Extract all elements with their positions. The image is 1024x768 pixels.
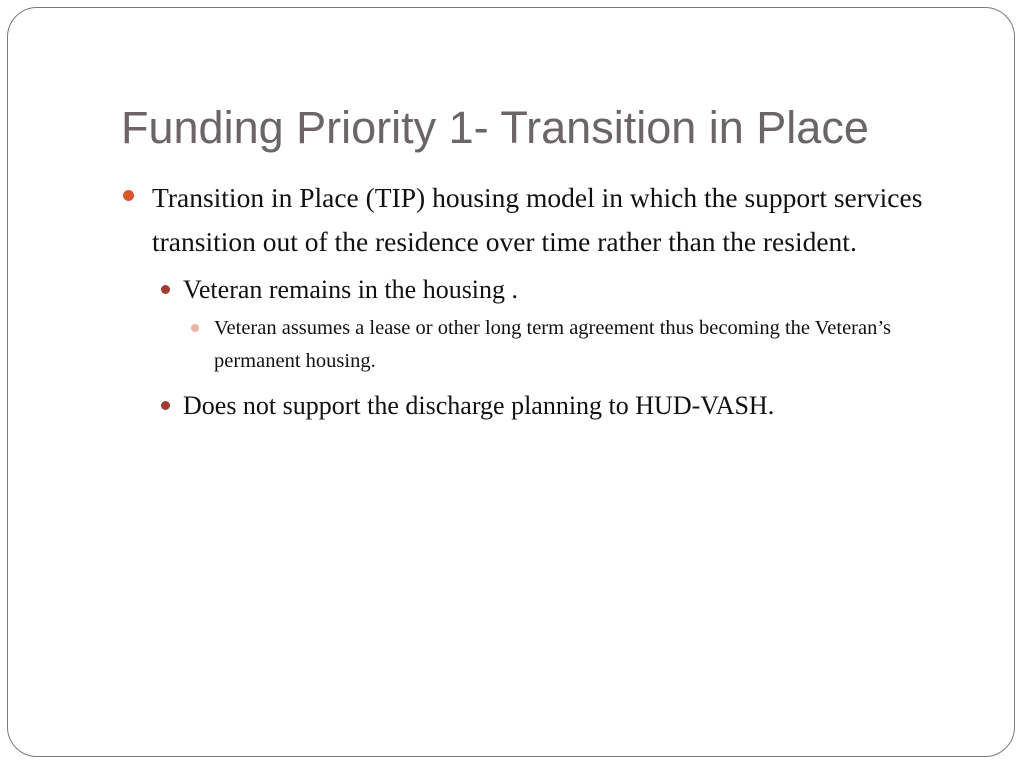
bullet-dot-icon: [123, 190, 134, 201]
bullet-dot-icon: [161, 285, 170, 294]
bullet-level2: [152, 270, 983, 310]
slide-title: Funding Priority 1- Transition in Place: [121, 102, 869, 153]
slide-body: [121, 176, 981, 426]
bullet-dot-icon: [161, 401, 170, 410]
bullet-text: Veteran remains in the housing .: [183, 275, 519, 304]
bullet-text: Transition in Place (TIP) housing model in which the support services transition out of the residence over time rather than the resident.: [152, 182, 923, 257]
bullet-dot-icon: [191, 324, 199, 332]
bullet-text: Does not support the discharge planning to HUD-VASH.: [183, 391, 775, 420]
bullet-text: Veteran assumes a lease or other long term agreement thus becoming the Veteran’s permanent housing.: [214, 317, 892, 372]
bullet-level1: [121, 176, 982, 264]
bullet-level3: [183, 312, 974, 378]
slide-frame: [7, 7, 1015, 757]
bullet-level2: [152, 386, 983, 426]
